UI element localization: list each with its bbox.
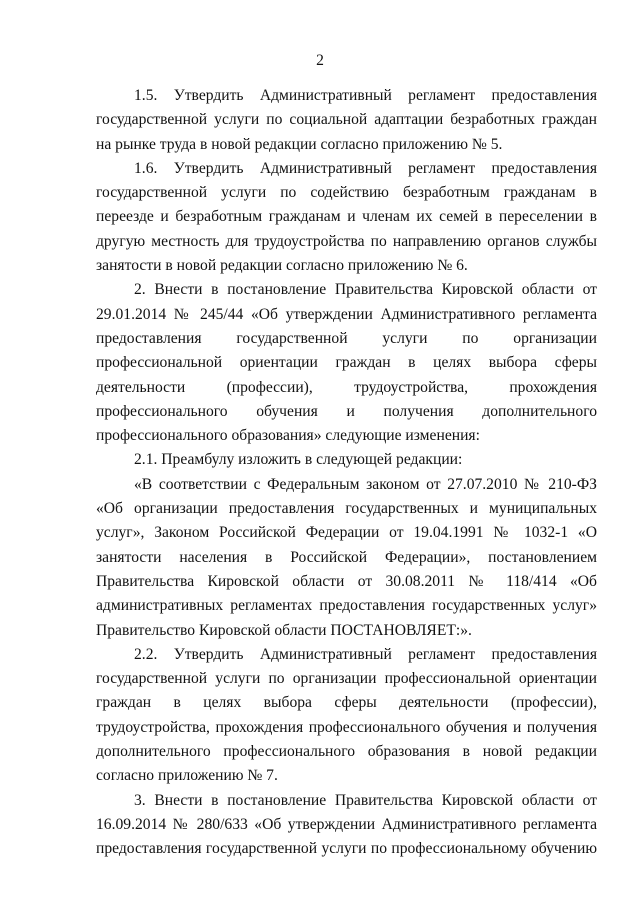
paragraph-3: 3. Внести в постановление Правительства Кировской области от 16.09.2014 № 280/633 «Об утверждении Административного регламента предоставления государственной услуги по профессиональному обучению xyxy=(96,791,597,858)
paragraph-2: 2. Внести в постановление Правительства Кировской области от 29.01.2014 № 245/44 «Об утверждении Административного регламента предоставления государственной услуги по организации профессиональной ориентации граждан в целях выбора сферы деятельности (профессии), трудоустройства, прохождения профессионального обучения и получения дополнительного профессионального образования» следующие изменения: xyxy=(96,281,597,445)
paragraph-preamble-quote: «В соответствии с Федеральным законом от 27.07.2010 № 210-ФЗ «Об организации предоставления государственных и муниципальных услуг», Законом Российской Федерации от 19.04.1991 № 1032-1 «О занятости населения в Российской Федерации», постановлением Правительства Кировской области от 30.08.2011 № 118/414 «Об административных регламентах предоставления государственных услуг» Правительство Кировской области ПОСТАНОВЛЯЕТ:». xyxy=(96,475,597,639)
paragraph-2-1: 2.1. Преамбулу изложить в следующей редакции: xyxy=(134,451,463,469)
page-number: 2 xyxy=(316,52,324,69)
paragraph-1-6: 1.6. Утвердить Административный регламент предоставления государственной услуги по содействию безработным гражданам в переезде и безработным гражданам и членам их семей в переселении в другую местность для трудоустройства по направлению органов службы занятости в новой редакции согласно приложению № 6. xyxy=(96,159,597,275)
document-body xyxy=(96,84,597,862)
paragraph-2-2: 2.2. Утвердить Административный регламент предоставления государственной услуги по организации профессиональной ориентации граждан в целях выбора сферы деятельности (профессии), трудоустройства, прохождения профессионального обучения и получения дополнительного профессионального образования в новой редакции согласно приложению № 7. xyxy=(96,645,597,785)
paragraph-1-5: 1.5. Утвердить Административный регламент предоставления государственной услуги по социальной адаптации безработных граждан на рынке труда в новой редакции согласно приложению № 5. xyxy=(96,87,597,153)
